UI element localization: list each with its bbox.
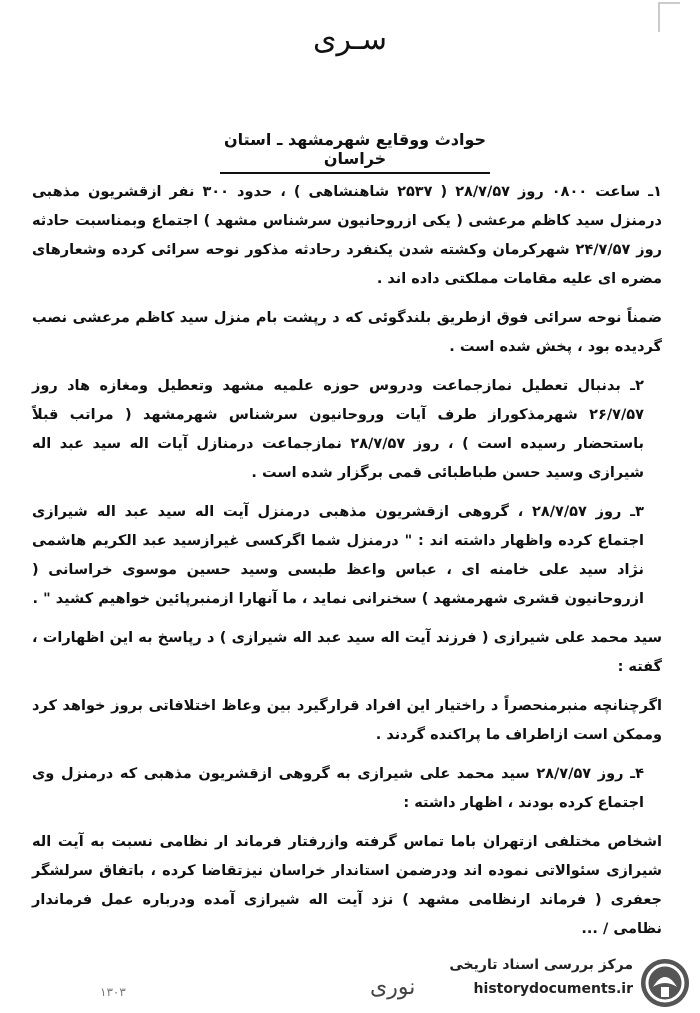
- document-title: حوادث ووقايع شهرمشهد ـ استان خراسان: [220, 130, 490, 174]
- document-body: [32, 178, 662, 954]
- paragraph-7: ۴ـ روز ۲۸/۷/۵۷ سيد محمد علی شيرازی به گروهی ازقشريون مذهبی كه درمنزل وی اجتماع كرده بودند ، اظهار داشته :: [32, 766, 644, 811]
- paragraph-5: سيد محمد علی شيرازی ( فرزند آيت اله سيد عبد اله شيرازی ) د رپاسخ به اين اظهارات ، گفته :: [32, 630, 662, 675]
- watermark-website[interactable]: historydocuments.ir: [473, 981, 633, 997]
- bottom-scribble: نوری: [370, 975, 416, 1000]
- classification-label: سـری: [313, 22, 387, 57]
- paragraph-1: ۱ـ ساعت ۰۸۰۰ روز ۲۸/۷/۵۷ ( ۲۵۳۷ شاهنشاهی ) ، حدود ۳۰۰ نفر ازقشريون مذهبی درمنزل سيد كاظم مرعشی ( يكی ازروحانيون سرشناس مشهد ) اجتماع وبمناسبت حادثه روز ۲۴/۷/۵۷ شهركرمان وكشته شدن يكنفرد رحادثه مذكور نوحه سرائی كرده وشعارهای مضره ای عليه مقامات مملكتی داده اند .: [32, 184, 662, 287]
- paragraph-6: اگرچنانچه منبرمنحصراً د راختيار اين افراد قرارگيرد بين وعاظ اختلافاتی بروز خواهد كرد وممكن است ازاطراف ما پراكنده گردند .: [32, 698, 662, 743]
- archive-seal-icon: [639, 957, 691, 1009]
- paragraph-2: ضمناً نوحه سرائی فوق ازطريق بلندگوئی كه د رپشت بام منزل سيد كاظم مرعشی نصب گرديده بود ، پخش شده است .: [32, 310, 662, 355]
- archive-watermark: [425, 955, 695, 1010]
- paragraph-3: ۲ـ بدنبال تعطيل نمازجماعت ودروس حوزه علميه مشهد وتعطيل ومغازه هاد روز ۲۶/۷/۵۷ شهرمذكوراز طرف آيات وروحانيون سرشناس شهرمشهد ( مراتب قبلاً باستحضار رسيده است ) ، روز ۲۸/۷/۵۷ نمازجماعت درمنازل آيات اله سيد عبد اله شيرازی وسيد حسن طباطبائی قمی برگزار شده است .: [32, 378, 644, 481]
- paragraph-8: اشخاص مختلفی ازتهران باما تماس گرفته وازرفتار فرماند ار نظامی نسبت به آيت اله شيرازی سئوالاتی نموده اند ودرضمن استاندار خراسان نيزتقاضا كرده ، باتفاق سرلشگر جعفری ( فرماند ارنظامی مشهد ) نزد آيت اله شيرازی آمده ودرباره عمل فرماندار نظامی / ...: [32, 834, 662, 937]
- margin-note: ۱۳۰۳: [100, 985, 126, 999]
- paragraph-4: ۳ـ روز ۲۸/۷/۵۷ ، گروهی ازقشريون مذهبی درمنزل آيت اله سيد عبد اله شيرازی اجتماع كرده واظهار داشته اند : " درمنزل شما اگركسی غيرازسيد عبد الكريم هاشمی نژاد سيد علی خامنه ای ، عباس واعظ طبسی وسيد حسين موسوی خراسانی ( ازروحانيون قشری شهرمشهد ) سخنرانی نمايد ، ما آنهارا ازمنبرپائين خواهيم كشيد " .: [32, 504, 644, 607]
- watermark-org-name: مرکز بررسی اسناد تاریخی: [449, 957, 633, 973]
